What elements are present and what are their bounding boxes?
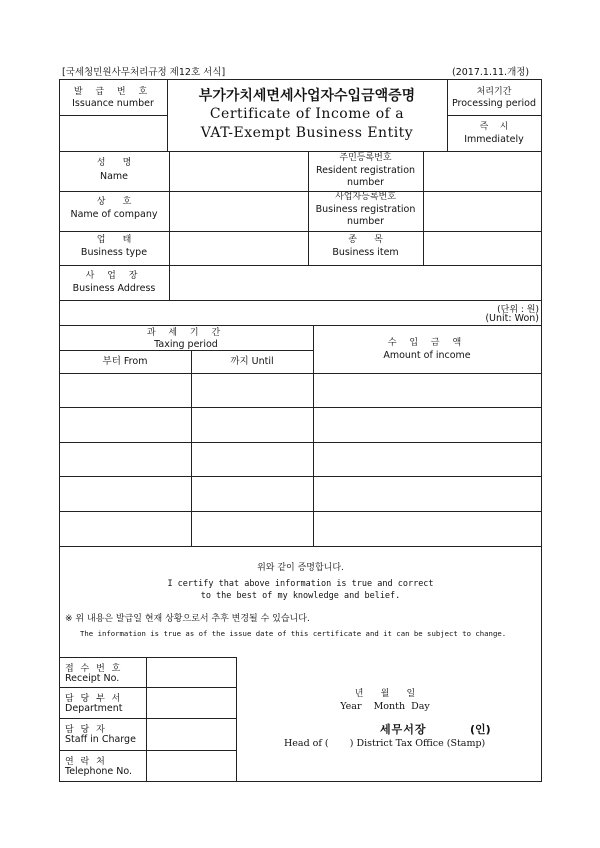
document-title-en-2: VAT-Exempt Business Entity — [200, 125, 414, 141]
staff-field[interactable] — [147, 719, 235, 749]
biztype-field[interactable] — [170, 232, 307, 264]
from-header: 부터 From — [102, 356, 148, 367]
table-row — [59, 512, 541, 546]
note-ko: ※ 위 내용은 발급일 현재 상황으로서 추후 변경될 수 있습니다. — [65, 614, 310, 624]
department-label-en: Department — [65, 703, 123, 714]
office-head-en: Head of ( ) District Tax Office (Stamp) — [284, 738, 486, 749]
date-label-en: Year Month Day — [340, 701, 430, 712]
bizreg-label-en-1: Business registration — [315, 204, 416, 215]
bizitem-label-en: Business item — [332, 247, 399, 258]
document-title-ko: 부가가치세면세사업자수입금액증명 — [198, 88, 416, 104]
department-label-ko: 담 당 부 서 — [65, 694, 123, 704]
issuance-label-ko: 발 급 번 호 — [73, 87, 153, 97]
until-header: 까지 Until — [230, 356, 274, 367]
stamp-label-ko: (인) — [470, 723, 491, 736]
bizitem-field[interactable] — [424, 232, 540, 264]
phone-label-ko: 연 락 처 — [65, 757, 107, 767]
staff-label-ko: 담 당 자 — [65, 725, 107, 735]
address-label-en: Business Address — [72, 283, 156, 294]
form-number: [국세청민원사무처리규정 제12호 서식] — [62, 67, 226, 78]
company-label-ko: 상 호 — [96, 197, 132, 207]
phone-label-en: Telephone No. — [65, 766, 133, 777]
phone-field[interactable] — [147, 751, 235, 780]
amount-header-ko: 수 입 금 액 — [387, 338, 467, 348]
immediately-label-ko: 즉 시 — [479, 122, 509, 132]
company-label-en: Name of company — [70, 209, 158, 220]
table-row — [59, 477, 541, 511]
name-field[interactable] — [170, 152, 307, 190]
revision-date: (2017.1.11.개정) — [452, 67, 530, 78]
date-label-ko: 년 월 일 — [354, 689, 416, 699]
unit-ko: (단위 : 원) — [497, 305, 539, 315]
receipt-label-en: Receipt No. — [65, 673, 120, 684]
processing-label-ko: 처리기간 — [476, 87, 512, 97]
issuance-label-en: Issuance number — [72, 98, 154, 109]
taxing-period-en: Taxing period — [154, 339, 218, 350]
bizreg-label-ko: 사업자등록번호 — [335, 192, 396, 202]
immediately-label-en: Immediately — [464, 134, 524, 145]
amount-header-en: Amount of income — [383, 350, 471, 361]
table-row — [59, 443, 541, 476]
name-label-en: Name — [99, 171, 129, 182]
name-label-ko: 성 명 — [96, 158, 132, 168]
resident-label-ko: 주민등록번호 — [339, 153, 392, 163]
company-field[interactable] — [170, 192, 307, 230]
address-field[interactable] — [170, 266, 540, 299]
processing-label-en: Processing period — [451, 98, 536, 109]
certify-en-2: to the best of my knowledge and belief. — [200, 591, 401, 601]
certify-en-1: I certify that above information is true and correct — [167, 579, 434, 589]
office-head-ko: 세무서장 — [380, 723, 427, 736]
issuance-number-field[interactable] — [60, 116, 166, 150]
receipt-label-ko: 접 수 번 호 — [65, 664, 123, 674]
note-en: The information is true as of the issue date of this certificate and it can be subject to change. — [80, 629, 507, 638]
resident-label-en-1: Resident registration — [315, 165, 416, 176]
bizreg-label-en-2: number — [346, 216, 385, 227]
table-row — [59, 408, 541, 442]
taxing-period-ko: 과 세 기 간 — [146, 328, 226, 338]
staff-label-en: Staff in Charge — [65, 734, 136, 745]
bizreg-number-field[interactable] — [424, 192, 540, 230]
address-label-ko: 사 업 장 — [85, 271, 143, 281]
biztype-label-ko: 업 태 — [96, 235, 132, 245]
resident-label-en-2: number — [346, 177, 385, 188]
resident-number-field[interactable] — [424, 152, 540, 190]
table-row — [59, 374, 541, 407]
unit-en: (Unit: Won) — [485, 313, 539, 324]
receipt-number-field[interactable] — [147, 658, 235, 686]
certify-ko: 위와 같이 증명합니다. — [257, 563, 344, 573]
document-title-en-1: Certificate of Income of a — [209, 106, 405, 122]
bizitem-label-ko: 종 목 — [348, 235, 383, 245]
department-field[interactable] — [147, 688, 235, 717]
biztype-label-en: Business type — [80, 247, 148, 258]
